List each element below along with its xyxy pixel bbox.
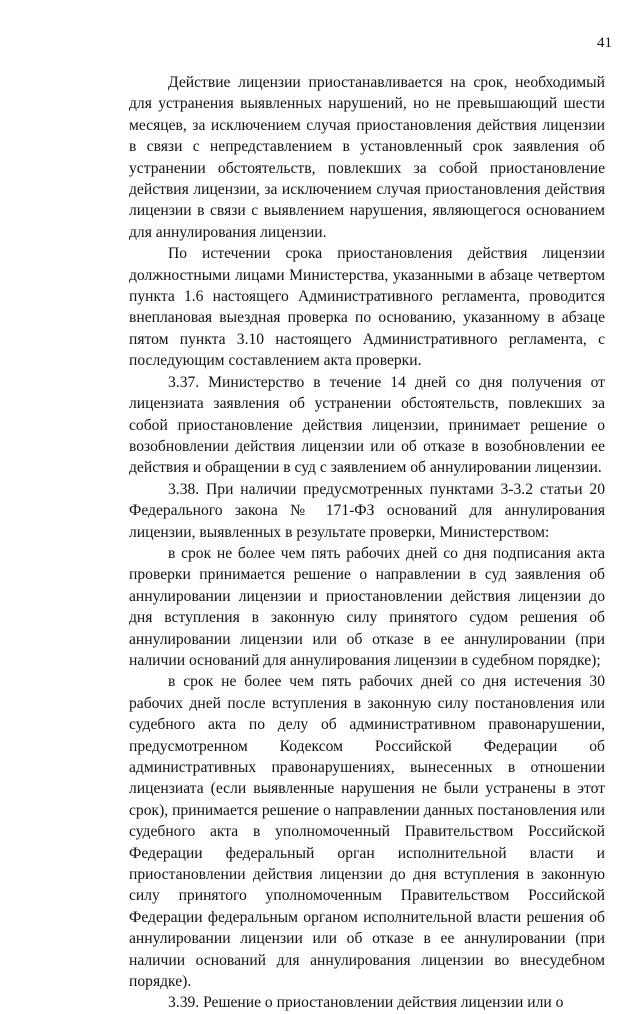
paragraph-unscheduled-inspection: По истечении срока приостановления действия лицензии должностными лицами Министерства, указанными в абзаце четвертом пункта 1.6 настоящего Административного регламента, проводится внеплановая выездная проверка по основанию, указанному в абзаце пятом пункта 3.10 настоящего Административного регламента, с последующим составлением акта проверки.: [129, 245, 605, 370]
document-body: [129, 72, 605, 1014]
paragraph-3-39: 3.39. Решение о приостановлении действия лицензии или о: [168, 994, 564, 1012]
paragraph-3-38-court-procedure: в срок не более чем пять рабочих дней со дня подписания акта проверки принимается решение о направлении в суд заявления об аннулировании лицензии и приостановлении действия лицензии до дня вступления в законную силу принятого судом решения об аннулировании лицензии или об отказе в ее аннулировании (при наличии оснований для аннулирования лицензии в судебном порядке);: [129, 544, 605, 669]
paragraph-license-suspension-term: Действие лицензии приостанавливается на срок, необходимый для устранения выявленных нарушений, но не превышающий шести месяцев, за исключением случая приостановления действия лицензии в связи с непредставлением в установленный срок заявления об устранении обстоятельств, повлекших за собой приостановление действия лицензии, за исключением случая приостановления действия лицензии в связи с выявлением нарушения, являющегося основанием для аннулирования лицензии.: [129, 74, 605, 241]
paragraph-3-37: 3.37. Министерство в течение 14 дней со дня получения от лицензиата заявления об устранении обстоятельств, повлекших за собой приостановление действия лицензии, принимает решение о возобновлении действия лицензии или об отказе в возобновлении ее действия и обращении в суд с заявлением об аннулировании лицензии.: [129, 373, 605, 477]
paragraph-3-38: 3.38. При наличии предусмотренных пунктами 3-3.2 статьи 20 Федерального закона № 171-ФЗ оснований для аннулирования лицензии, выявленных в результате проверки, Министерством:: [129, 480, 605, 541]
page-number: 41: [597, 35, 612, 51]
paragraph-3-38-out-of-court-procedure: в срок не более чем пять рабочих дней со дня истечения 30 рабочих дней после вступления в законную силу постановления или судебного акта по делу об административном правонарушении, предусмотренном Кодексом Российской Федерации об административных правонарушениях, вынесенных в отношении лицензиата (если выявленные нарушения не были устранены в этот срок), принимается решение о направлении данных постановления или судебного акта в уполномоченный Правительством Российской Федерации федеральный орган исполнительной власти и приостановлении действия лицензии до дня вступления в законную силу принятого уполномоченным Правительством Российской Федерации федеральным органом исполнительной власти решения об аннулировании лицензии или об отказе в ее аннулировании (при наличии оснований для аннулирования лицензии во внесудебном порядке).: [129, 673, 605, 991]
